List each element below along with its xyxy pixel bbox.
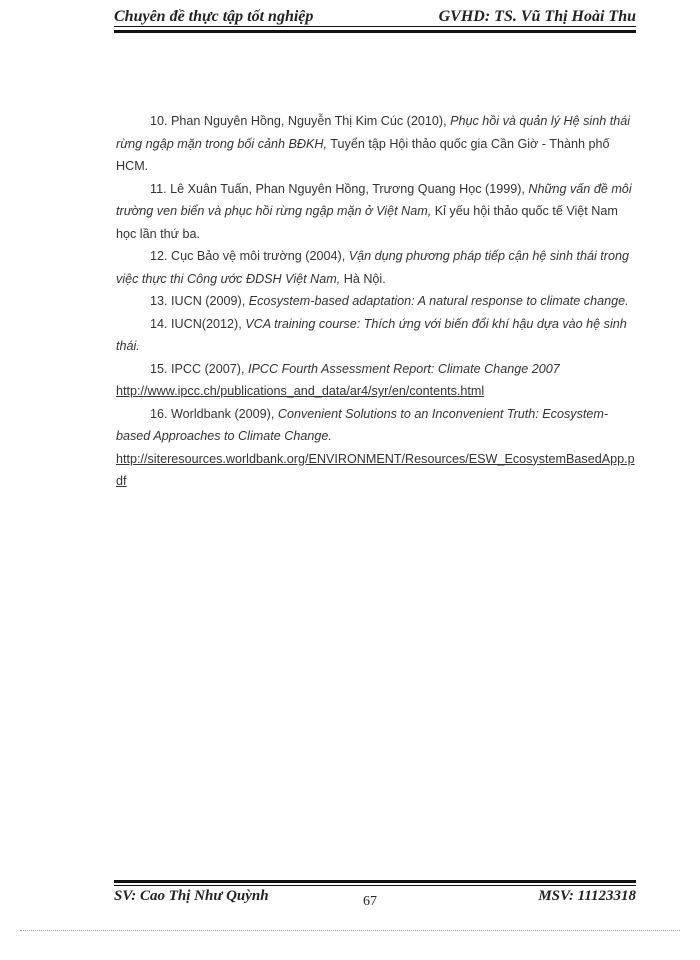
reference-author: 11. Lê Xuân Tuấn, Phan Nguyên Hồng, Trương Quang Học (1999), — [150, 181, 529, 196]
reference-title: Ecosystem-based adaptation — [248, 294, 412, 308]
reference-title: Phục hồi và quản lý Hệ sinh thái rừng ngập mặn trong bối cảnh BĐKH, — [116, 114, 631, 151]
reference-item — [116, 403, 636, 448]
reference-author: 13. IUCN (2009), — [150, 294, 249, 308]
reference-author: 10. Phan Nguyên Hồng, Nguyễn Thị Kim Cúc (2010), — [150, 114, 451, 128]
reference-title: Convenient Solutions to an Inconvenient Truth: Ecosystem-based Approaches to Climate Change. — [116, 406, 609, 443]
header-rule-thick — [114, 30, 636, 33]
reference-author: 16. Worldbank (2009), — [150, 406, 278, 421]
reference-item — [116, 245, 636, 290]
reference-link[interactable]: http://www.ipcc.ch/publications_and_data/ar4/syr/en/contents.html — [116, 384, 485, 398]
reference-publisher: Tuyển tập Hội thảo quốc gia Cần Giờ - Thành phố HCM. — [116, 136, 610, 173]
reference-publisher: Kỉ yếu hội thảo quốc tế Việt Nam học lần thứ ba. — [116, 204, 618, 241]
reference-author: 14. IUCN(2012), — [150, 316, 246, 331]
reference-link[interactable]: http://siteresources.worldbank.org/ENVIRONMENT/Resources/ESW_EcosystemBasedApp.pdf — [116, 451, 635, 488]
reference-item — [116, 358, 636, 403]
header-rule — [114, 26, 636, 27]
footer-student: SV: Cao Thị Như Quỳnh — [114, 887, 269, 904]
footer-student-id: MSV: 11123318 — [538, 887, 636, 904]
reference-subtitle: : A natural response to climate change. — [411, 294, 629, 308]
reference-item — [116, 313, 636, 358]
reference-title: VCA training course: Thích ứng với biến đổi khí hậu dựa vào hệ sinh thái. — [116, 316, 627, 353]
reference-url-line — [116, 448, 636, 493]
reference-list — [116, 110, 636, 493]
page-number: 67 — [363, 894, 377, 909]
header-advisor: GVHD: TS. Vũ Thị Hoài Thu — [438, 8, 636, 25]
reference-item — [116, 178, 636, 246]
reference-item — [116, 110, 636, 178]
reference-publisher: Hà Nội. — [340, 271, 386, 286]
reference-item — [116, 290, 636, 313]
reference-title: Những vấn đề môi trường ven biển và phục hồi rừng ngập mặn ở Việt Nam, — [116, 181, 632, 218]
page-boundary — [20, 930, 680, 931]
footer-rule-thick — [114, 880, 636, 883]
reference-author: 15. IPCC (2007), — [150, 361, 248, 376]
reference-author: 12. Cục Bảo vệ môi trường (2004), — [150, 249, 349, 263]
reference-title: Vận dụng phương pháp tiếp cận hệ sinh thái trong việc thực thi Công ước ĐDSH Việt Nam, — [116, 249, 629, 286]
reference-title: IPCC Fourth Assessment Report: Climate Change 2007 — [248, 361, 560, 376]
page-header — [114, 0, 636, 26]
header-course-title: Chuyên đề thực tập tốt nghiệp — [114, 8, 314, 25]
